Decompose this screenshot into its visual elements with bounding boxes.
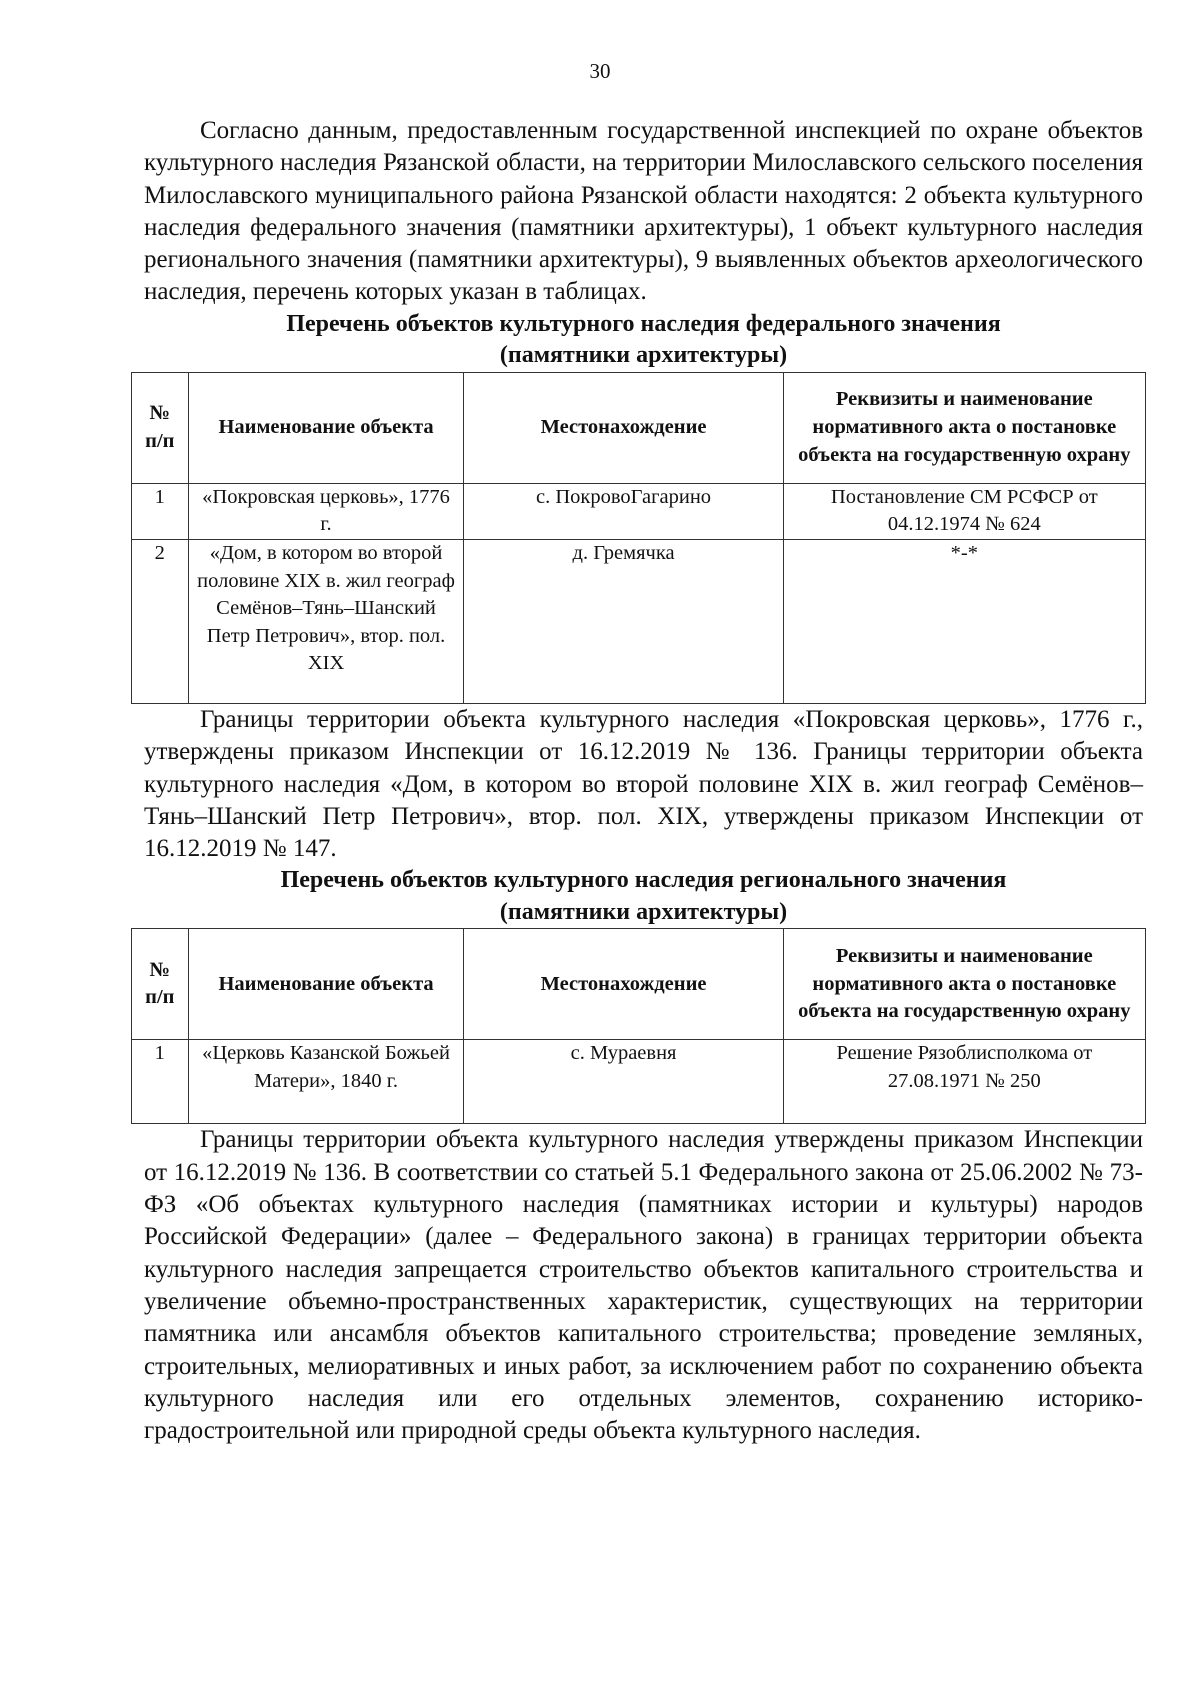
final-paragraph: Границы территории объекта культурного наследия утверждены приказом Инспекции от 16.12.2019 № 136. В соответствии со статьей 5.1 Федерального закона от 25.06.2002 № 73-ФЗ «Об объектах культурного наследия (памятниках истории и культуры) народов Российской Федерации» (далее – Федерального закона) в границах территории объекта культурного наследия запрещается строительство объектов капитального строительства и увеличение объемно-пространственных характеристик, существующих на территории памятника или ансамбля объектов капитального строительства; проведение земляных, строительных, мелиоративных и иных работ, за исключением работ по сохранению объекта культурного наследия или его отдельных элементов, сохранению историко-градостроительной или природной среды объекта культурного наследия. [144,1126,1143,1445]
cell-number: 2 [132,539,189,703]
header-name: Наименование объекта [188,929,464,1040]
table-header-row [132,372,1146,483]
cell-act: Решение Рязоблисполкома от 27.08.1971 № 250 [783,1040,1145,1124]
header-location: Местонахождение [464,929,783,1040]
header-number-abbr: п/п [145,986,175,1009]
federal-heritage-table [131,372,1146,704]
header-number-sign: № [149,402,171,425]
table-header-row [132,929,1146,1040]
cell-act: Постановление СМ РСФСР от 04.12.1974 № 624 [783,483,1145,539]
cell-number: 1 [132,1040,189,1124]
regional-table-title-line2: (памятники архитектуры) [499,898,788,925]
intro-paragraph: Согласно данным, предоставленным государственной инспекцией по охране объектов культурного наследия Рязанской области, на территории Милославского сельского поселения Милославского муниципального района Рязанской области находятся: 2 объекта культурного наследия федерального значения (памятники архитектуры), 1 объект культурного наследия регионального значения (памятники архитектуры), 9 выявленных объектов археологического наследия, перечень которых указан в таблицах. [144,117,1143,306]
regional-table-title [144,865,1143,928]
table-row [132,539,1146,703]
cell-location: д. Гремячка [464,539,783,703]
cell-number: 1 [132,483,189,539]
federal-table-title-line1: Перечень объектов культурного наследия федерального значения [286,310,1001,337]
cell-name: «Церковь Казанской Божьей Матери», 1840 г. [188,1040,464,1124]
regional-table-title-line1: Перечень объектов культурного наследия регионального значения [280,867,1007,894]
header-number-sign: № [149,958,171,981]
page-number: 30 [589,59,611,83]
header-location: Местонахождение [464,372,783,483]
header-act: Реквизиты и наименование нормативного акта о постановке объекта на государственную охрану [783,929,1145,1040]
header-number-abbr: п/п [145,429,175,452]
cell-name: «Покровская церковь», 1776 г. [188,483,464,539]
table-row [132,1040,1146,1124]
cell-act: *-* [783,539,1145,703]
header-name: Наименование объекта [188,372,464,483]
header-number [132,372,189,483]
document-content [144,115,1143,1447]
cell-name: «Дом, в котором во второй половине XIX в. жил географ Семёнов–Тянь–Шанский Петр Петрович», втор. пол. XIX [188,539,464,703]
regional-heritage-table [131,928,1146,1124]
cell-location: с. ПокровоГагарино [464,483,783,539]
federal-boundaries-paragraph: Границы территории объекта культурного наследия «Покровская церковь», 1776 г., утверждены приказом Инспекции от 16.12.2019 № 136. Границы территории объекта культурного наследия «Дом, в котором во второй половине XIX в. жил географ Семёнов–Тянь–Шанский Петр Петрович», втор. пол. XIX, утверждены приказом Инспекции от 16.12.2019 № 147. [144,705,1143,863]
header-act: Реквизиты и наименование нормативного акта о постановке объекта на государственную охрану [783,372,1145,483]
federal-table-title-line2: (памятники архитектуры) [499,342,788,369]
header-number [132,929,189,1040]
table-row [132,483,1146,539]
cell-location: с. Мураевня [464,1040,783,1124]
federal-table-title [144,309,1143,372]
